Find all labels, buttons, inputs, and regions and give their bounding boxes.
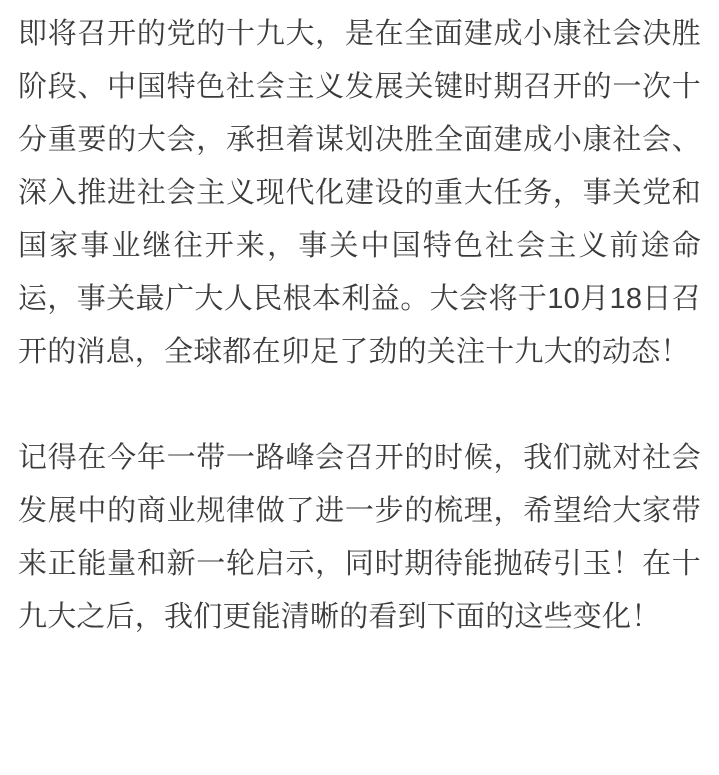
- paragraph-1: 即将召开的党的十九大，是在全面建成小康社会决胜阶段、中国特色社会主义发展关键时期召开的一次十分重要的大会，承担着谋划决胜全面建成小康社会、深入推进社会主义现代化建设的重大任务，事关党和国家事业继往开来，事关中国特色社会主义前途命运，事关最广大人民根本利益。大会将于10月18日召开的消息，全球都在卯足了劲的关注十九大的动态！: [18, 18, 701, 368]
- paragraph-2: 记得在今年一带一路峰会召开的时候，我们就对社会发展中的商业规律做了进一步的梳理，希望给大家带来正能量和新一轮启示，同时期待能抛砖引玉！在十九大之后，我们更能清晰的看到下面的这些变化！: [18, 442, 701, 633]
